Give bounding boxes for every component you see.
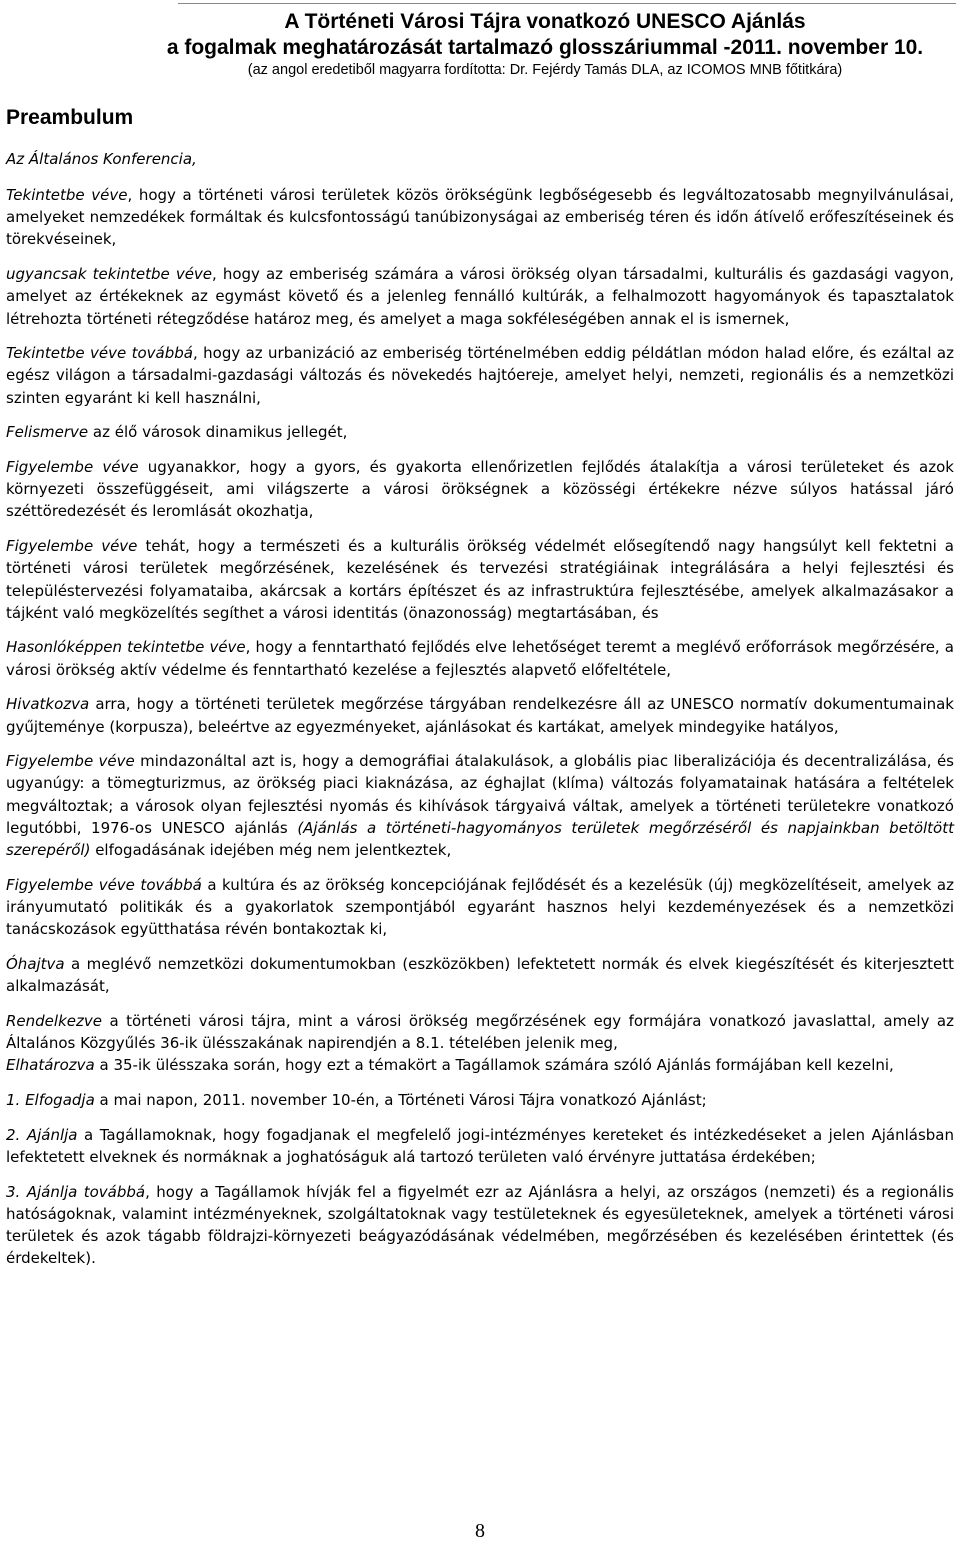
paragraph [6,1010,954,1054]
paragraph-text: mindazonáltal azt is, hogy a demográfiai átalakulások, a globális piac liberalizációja és decentralizálása, és ugyanúgy: a tömegturizmus, az örökség piaci kiaknázása, az éghajlat (klíma) változás folyamatainak hatására a feltételek megváltoztak; a városok olyan fejlesztési nyomás és kihívások tárgyaivá váltak, amelyek a történeti területekre vonatkozó legutóbbi, 1976-os UNESCO ajánlás [6,752,954,837]
paragraph-lead: ugyancsak tekintetbe véve [6,265,213,284]
paragraph-text: a 35-ik ülésszaka során, hogy ezt a témakört a Tagállamok számára szóló Ajánlás formájában kell kezelni, [94,1056,894,1075]
header-rule [178,3,956,4]
paragraph [6,263,954,330]
paragraph-lead: Tekintetbe véve [6,186,128,204]
paragraph [6,342,954,409]
document-title-line-1: A Történeti Városi Tájra vonatkozó UNESCO Ajánlás [284,10,806,33]
resolution-item [6,1124,954,1168]
resolution-item [6,1089,954,1111]
resolution-item [6,1181,954,1270]
paragraph-text: tehát, hogy a természeti és a kulturális örökség védelmét elősegítendő nagy hangsúlyt kell fektetni a történeti városi területek megőrzésének, kezelésének és tervezési stratégiáinak integrálására a helyi fejlesztési és településtervezési folyamataiba, akárcsak a kortárs építészet és az infrastruktúra fejlesztésébe, amelyek alkalmazásakor a tájként való megközelítés segíthet a városi identitás (önazonosság) megtartásában, és [6,537,954,622]
section-title: Preambulum [6,106,134,129]
paragraph [6,750,954,861]
paragraph-text: a meglévő nemzetközi dokumentumokban (eszközökben) lefektetett normák és elvek kiegészítését és kiterjesztett alkalmazását, [6,954,954,996]
paragraph-text: , hogy a Tagállamok hívják fel a figyelmét ezr az Ajánlásra a helyi, az országos (nemzeti) és a regionális hatóságoknak, valamint intézményeknek, szolgáltatoknak vagy testületeknek és egyesületeknek, amelyek a történeti városi területek és azok tágabb földrajzi-környezeti beágyazódásának védelmében, megőrzésében és kezelésében érintettek (és érdekeltek). [6,1182,955,1268]
paragraph-lead: Hasonlóképpen tekintetbe véve [6,638,246,657]
paragraph-text: a kultúra és az örökség koncepciójának fejlődését és a kezelésük (új) megközelítéseit, amelyek az irányumutató politikák és a gyakorlatok szempontjából egyaránt hasznos helyi kezdeményezések és a nemzetközi tanácskozások együtthatása révén bontakoztak ki, [6,875,954,939]
paragraph-lead: Tekintetbe véve továbbá [6,344,193,363]
paragraph-lead: Óhajtva [6,954,65,973]
paragraph-text: az élő városok dinamikus jellegét, [88,423,348,442]
paragraph [6,693,954,737]
paragraph-lead: Figyelembe véve [6,537,138,556]
paragraph [6,1054,954,1076]
paragraph-text: a történeti városi tájra, mint a városi örökség megőrzésének egy formájára vonatkozó javaslattal, amely az Általános Közgyűlés 36-ik ülésszakának napirendjén a 8.1. tételében jelenik meg, [6,1011,954,1052]
paragraph-lead: 1. Elfogadja [6,1090,95,1109]
paragraph-lead: Figyelembe véve [6,458,139,477]
paragraph [6,636,954,680]
page-number: 8 [475,1520,485,1542]
paragraph [6,953,954,997]
paragraph-lead: Felismerve [6,423,89,442]
paragraph-text: elfogadásának idejében még nem jelentkeztek, [90,841,452,860]
paragraph-lead: 3. Ajánlja továbbá [6,1182,146,1201]
paragraph-text: , hogy a fenntartható fejlődés elve lehetőséget teremt a meglévő erőforrások megőrzésére, a városi örökség aktív védelme és fenntartható kezelése a fejlesztés alapvető előfeltétele, [6,638,954,679]
paragraph [6,535,954,624]
paragraph-lead: Hivatkozva [6,695,90,714]
paragraph [6,184,954,251]
paragraph-text: a mai napon, 2011. november 10-én, a Történeti Városi Tájra vonatkozó Ajánlást; [94,1090,707,1109]
document-header [0,8,960,80]
paragraph [6,874,954,941]
paragraph-text: ugyanakkor, hogy a gyors, és gyakorta ellenőrizetlen fejlődés átalakítja a városi területeket és azok környezeti összefüggéseit, ami világszerte a városi örökségnek a közösségi értékekre nézve súlyos hatással járó széttöredezését és leromlását okozhatja, [6,458,954,521]
translator-note: (az angol eredetiből magyarra fordította: Dr. Fejérdy Tamás DLA, az ICOMOS MNB főtitkára) [247,62,843,78]
referenced-title: (Ajánlás a történeti-hagyományos területek megőrzéséről és napjainkban betöltött szerepéről) [6,818,954,860]
paragraph-lead: 2. Ajánlja [6,1125,78,1144]
paragraph-lead: Rendelkezve [6,1011,102,1030]
paragraph-lead: Elhatározva [6,1056,95,1075]
paragraph-text: , hogy az urbanizáció az emberiség történelmében eddig példátlan módon halad előre, és ezáltal az egész világon a társadalmi-gazdasági változás és növekedés hajtóereje, amelyet helyi, nemzeti, regionális és a nemzetközi szinten egyaránt ki kell használni, [6,344,954,407]
document-title-line-2: a fogalmak meghatározását tartalmazó glosszáriummal -2011. november 10. [166,36,924,59]
paragraph-text: arra, hogy a történeti területek megőrzése tárgyában rendelkezésre áll az UNESCO normatív dokumentumainak gyűjteménye (korpusza), beleértve az egyezményeket, ajánlásokat és kartákat, amelyek mindegyike hatályos, [6,695,954,736]
paragraph-text: , hogy az emberiség számára a városi örökség olyan társadalmi, kulturális és gazdasági vagyon, amelyet az értékeknek az egymást követő és a jelenleg fennálló kultúrák, a felhalmozott hagyományok és tapasztalatok létrehozta történeti rétegződése határoz meg, és amelyet a maga sokféleségében annak el is ismernek, [6,265,954,328]
paragraph-text: a Tagállamoknak, hogy fogadjanak el megfelelő jogi-intézményes kereteket és intézkedéseket a jelen Ajánlásban lefektetett elveknek és normáknak a joghatóságuk alá tartozó területen való érvényre juttatása érdekében; [6,1125,954,1166]
paragraph-lead: Figyelembe véve [6,752,135,771]
paragraph [6,456,954,523]
document-body [6,184,954,1282]
paragraph [6,421,954,443]
addressee-line: Az Általános Konferencia, [6,150,197,168]
paragraph-text: , hogy a történeti városi területek közös örökségünk legbőségesebb és legváltozatosabb megnyilvánulásai, amelyeket nemzedékek formáltak és kulcsfontosságú tanúbizonyságai az emberiség téren és időn átívelő erőfeszítéseinek és törekvéseinek, [6,186,954,249]
paragraph-lead: Figyelembe véve továbbá [6,875,202,894]
